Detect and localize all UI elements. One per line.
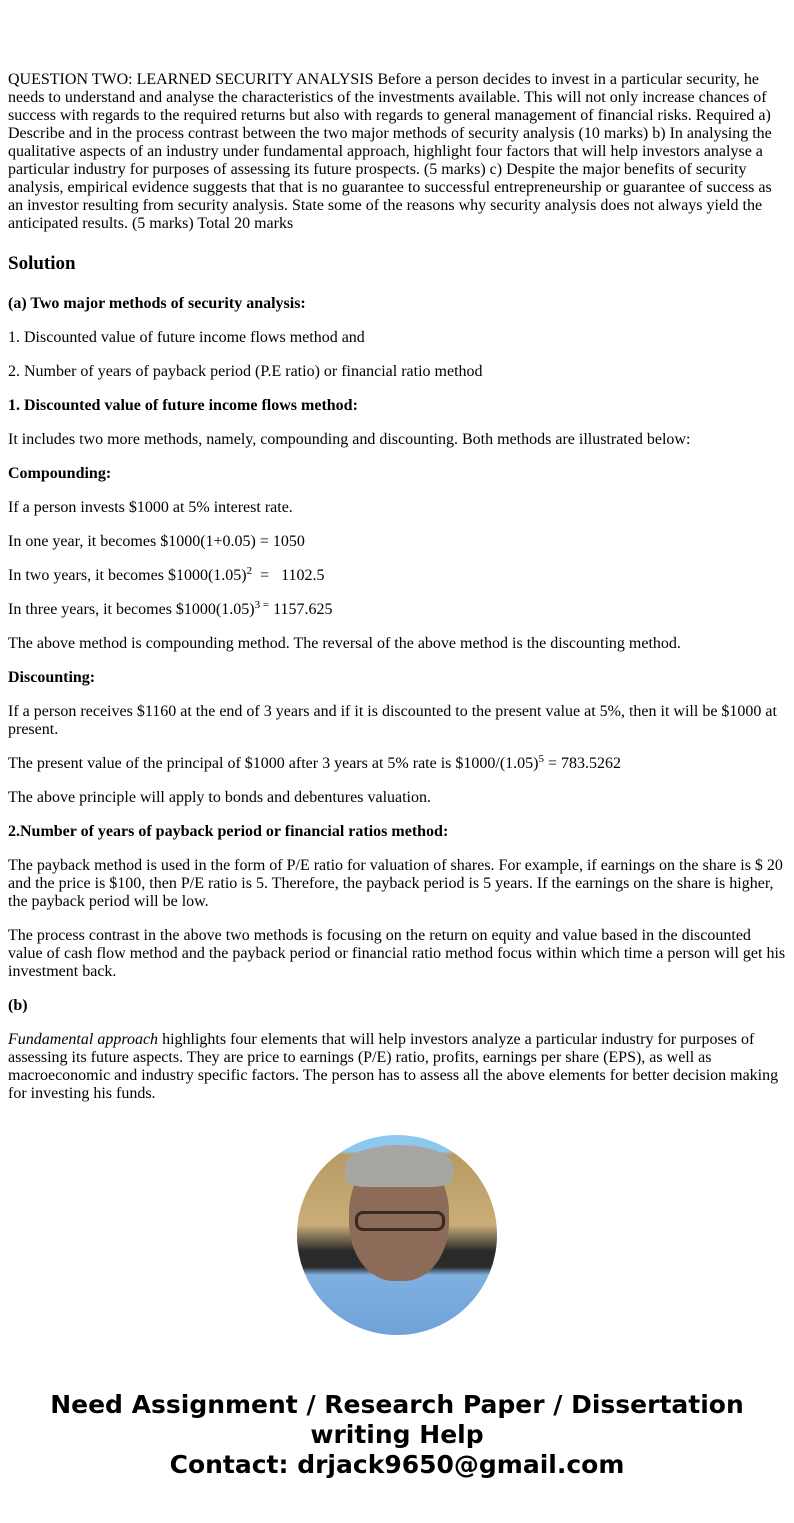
text: = 783.5262 [543, 755, 622, 772]
exponent: 2 [246, 565, 253, 577]
compounding-conclusion: The above method is compounding method. The reversal of the above method is the discounting method. [8, 635, 681, 652]
text: 1157.625 [269, 601, 333, 618]
method-2: 2. Number of years of payback period (P.E ratio) or financial ratio method [8, 363, 483, 380]
section-b-para [8, 1031, 786, 1103]
emphasis: Fundamental approach [8, 1031, 159, 1048]
discounting-line-1: If a person receives $1160 at the end of 3 years and if it is discounted to the present value at 5%, then it will be $1000 at present. [8, 703, 777, 738]
promo-line: Need Assignment / Research Paper / Dissertation writing Help [50, 1390, 744, 1449]
discounted-value-heading: 1. Discounted value of future income flows method: [8, 397, 358, 414]
discounting-line-3: The above principle will apply to bonds and debentures valuation. [8, 789, 431, 806]
contact-line: Contact: drjack9650@gmail.com [169, 1450, 625, 1479]
author-avatar [297, 1135, 497, 1335]
method-1: 1. Discounted value of future income flows method and [8, 329, 365, 346]
compounding-line-4 [8, 601, 786, 619]
exponent: 3 = [254, 599, 270, 611]
section-a-heading: (a) Two major methods of security analysis: [8, 295, 306, 312]
discounting-heading: Discounting: [8, 669, 96, 686]
payback-heading: 2.Number of years of payback period or financial ratios method: [8, 823, 449, 840]
discounting-line-2 [8, 755, 786, 773]
exponent: 5 [538, 753, 544, 765]
compounding-line-3 [8, 567, 786, 585]
compounding-line-1: If a person invests $1000 at 5% interest rate. [8, 499, 293, 516]
text: = 1102.5 [252, 567, 325, 584]
text: highlights four elements that will help investors analyze a particular industry for purposes of assessing its future aspects. They are price to earnings (P/E) ratio, profits, earnings per share (EPS), as well as macroeconomic and industry specific factors. The person has to assess all the above elements for better decision making for investing his funds. [8, 1031, 779, 1102]
text: The present value of the principal of $1000 after 3 years at 5% rate is $1000/(1.05) [8, 755, 539, 772]
section-b-heading: (b) [8, 997, 28, 1014]
question-text: QUESTION TWO: LEARNED SECURITY ANALYSIS Before a person decides to invest in a particular security, he needs to understand and analyse the characteristics of the investments available. This will not only increase chances of success with regards to the required returns but also with regards to general management of financial risks. Required a) Describe and in the process contrast between the two major methods of security analysis (10 marks) b) In analysing the qualitative aspects of an industry under fundamental approach, highlight four factors that will help investors analyse a particular industry for purposes of assessing its future prospects. (5 marks) c) Despite the major benefits of security analysis, empirical evidence suggests that that is no guarantee to successful entrepreneurship or guarantee of success as an investor resulting from security analysis. State some of the reasons why security analysis does not always yield the anticipated results. (5 marks) Total 20 marks [8, 71, 772, 232]
compounding-heading: Compounding: [8, 465, 112, 482]
promo-footer [0, 1390, 794, 1510]
text: In three years, it becomes $1000(1.05) [8, 601, 255, 618]
text: In two years, it becomes $1000(1.05) [8, 567, 247, 584]
payback-para-1: The payback method is used in the form of P/E ratio for valuation of shares. For example, if earnings on the share is $ 20 and the price is $100, then P/E ratio is 5. Therefore, the payback period is 5 years. If the earnings on the share is higher, the payback period will be low. [8, 857, 783, 910]
compounding-line-2: In one year, it becomes $1000(1+0.05) = 1050 [8, 533, 305, 550]
payback-para-2: The process contrast in the above two methods is focusing on the return on equity and value based in the discounted value of cash flow method and the payback period or financial ratio method focus within which time a person will get his investment back. [8, 927, 786, 980]
solution-heading: Solution [8, 253, 76, 274]
discounted-value-intro: It includes two more methods, namely, compounding and discounting. Both methods are illustrated below: [8, 431, 691, 448]
